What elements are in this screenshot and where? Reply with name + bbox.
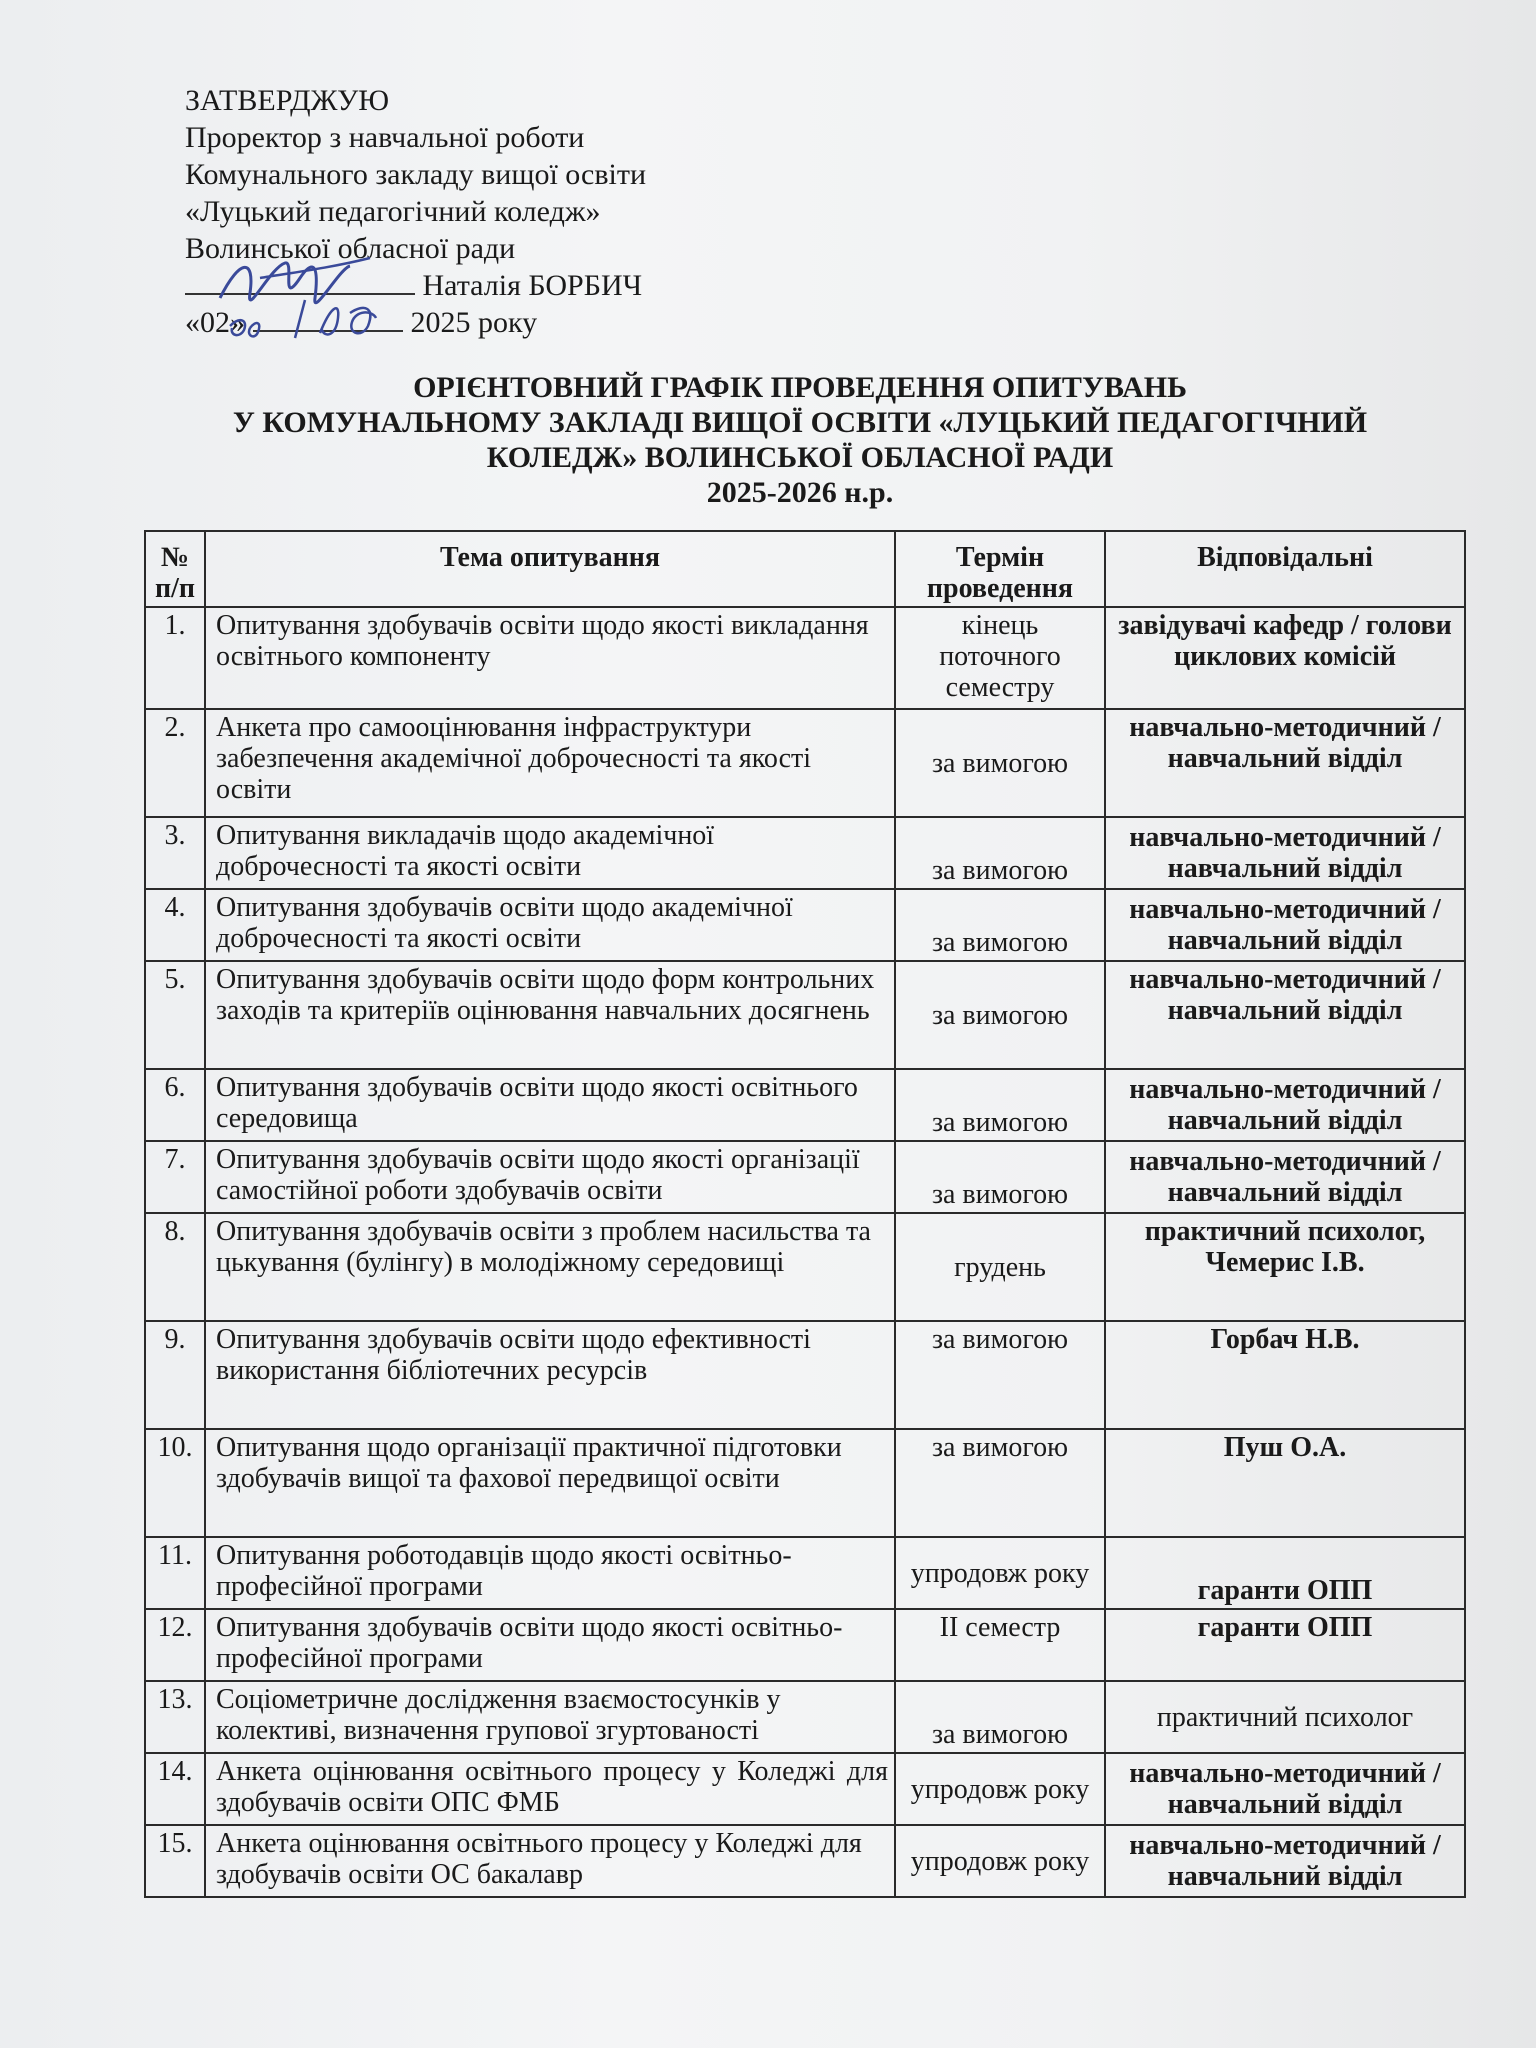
row-topic: Опитування здобувачів освіти щодо якості організації самостійної роботи здобувачів освіти bbox=[205, 1141, 895, 1213]
row-topic: Соціометричне дослідження взаємостосунків у колективі, визначення групової згуртованості bbox=[205, 1681, 895, 1753]
row-responsible: навчально-методичний / навчальний відділ bbox=[1105, 1141, 1465, 1213]
row-num: 8. bbox=[145, 1213, 205, 1321]
row-topic: Опитування щодо організації практичної підготовки здобувачів вищої та фахової передвищої освіти bbox=[205, 1429, 895, 1537]
table-row bbox=[145, 1753, 1465, 1825]
row-responsible: практичний психолог, Чемерис І.В. bbox=[1105, 1213, 1465, 1321]
signatory-name: Наталія БОРБИЧ bbox=[422, 269, 643, 302]
header-num: № п/п bbox=[145, 531, 205, 607]
row-term: за вимогою bbox=[895, 709, 1105, 817]
table-row bbox=[145, 1681, 1465, 1753]
academic-year: 2025-2026 н.р. bbox=[706, 476, 894, 509]
table-row bbox=[145, 1537, 1465, 1609]
row-num: 2. bbox=[145, 709, 205, 817]
header-topic: Тема опитування bbox=[205, 531, 895, 607]
row-term: за вимогою bbox=[895, 1429, 1105, 1537]
row-topic: Опитування здобувачів освіти щодо якості освітньо-професійної програми bbox=[205, 1609, 895, 1681]
approver-college: «Луцький педагогічний коледж» bbox=[185, 195, 601, 228]
row-term: за вимогою bbox=[895, 889, 1105, 961]
row-term: упродовж року bbox=[895, 1753, 1105, 1825]
row-topic: Анкета оцінювання освітнього процесу у Коледжі для здобувачів освіти ОС бакалавр bbox=[205, 1825, 895, 1897]
row-num: 10. bbox=[145, 1429, 205, 1537]
row-responsible: навчально-методичний / навчальний відділ bbox=[1105, 709, 1465, 817]
row-num: 9. bbox=[145, 1321, 205, 1429]
row-responsible: навчально-методичний / навчальний відділ bbox=[1105, 961, 1465, 1069]
title-line-3: КОЛЕДЖ» ВОЛИНСЬКОЇ ОБЛАСНОЇ РАДИ bbox=[486, 441, 1114, 474]
row-responsible: навчально-методичний / навчальний відділ bbox=[1105, 889, 1465, 961]
table-row bbox=[145, 1213, 1465, 1321]
table-row bbox=[145, 1321, 1465, 1429]
header-term: Термін проведення bbox=[895, 531, 1105, 607]
row-num: 11. bbox=[145, 1537, 205, 1609]
row-topic: Опитування здобувачів освіти щодо академічної доброчесності та якості освіти bbox=[205, 889, 895, 961]
row-term: кінець поточного семестру bbox=[895, 607, 1105, 709]
row-term: за вимогою bbox=[895, 817, 1105, 889]
row-num: 7. bbox=[145, 1141, 205, 1213]
row-term: за вимогою bbox=[895, 961, 1105, 1069]
row-num: 14. bbox=[145, 1753, 205, 1825]
row-topic: Опитування здобувачів освіти щодо ефективності використання бібліотечних ресурсів bbox=[205, 1321, 895, 1429]
row-term: ІІ семестр bbox=[895, 1609, 1105, 1681]
handwritten-signature bbox=[200, 238, 440, 348]
row-responsible: гаранти ОПП bbox=[1105, 1537, 1465, 1609]
row-num: 1. bbox=[145, 607, 205, 709]
date-year: 2025 року bbox=[410, 306, 538, 339]
row-topic: Опитування здобувачів освіти щодо форм контрольних заходів та критеріїв оцінювання навчальних досягнень bbox=[205, 961, 895, 1069]
row-responsible: навчально-методичний / навчальний відділ bbox=[1105, 1069, 1465, 1141]
row-topic: Опитування роботодавців щодо якості освітньо-професійної програми bbox=[205, 1537, 895, 1609]
table-row bbox=[145, 1141, 1465, 1213]
row-num: 13. bbox=[145, 1681, 205, 1753]
approver-position: Проректор з навчальної роботи bbox=[185, 121, 585, 154]
row-num: 15. bbox=[145, 1825, 205, 1897]
row-term: за вимогою bbox=[895, 1681, 1105, 1753]
table-row bbox=[145, 709, 1465, 817]
row-num: 6. bbox=[145, 1069, 205, 1141]
row-topic: Анкета оцінювання освітнього процесу у Коледжі для здобувачів освіти ОПС ФМБ bbox=[205, 1753, 895, 1825]
row-term: за вимогою bbox=[895, 1321, 1105, 1429]
row-responsible: Горбач Н.В. bbox=[1105, 1321, 1465, 1429]
row-term: за вимогою bbox=[895, 1069, 1105, 1141]
row-topic: Опитування викладачів щодо академічної доброчесності та якості освіти bbox=[205, 817, 895, 889]
table-row bbox=[145, 1429, 1465, 1537]
table-row bbox=[145, 1825, 1465, 1897]
row-term: грудень bbox=[895, 1213, 1105, 1321]
table-row bbox=[145, 889, 1465, 961]
row-responsible: навчально-методичний / навчальний відділ bbox=[1105, 1753, 1465, 1825]
row-term: за вимогою bbox=[895, 1141, 1105, 1213]
row-responsible: навчально-методичний / навчальний відділ bbox=[1105, 817, 1465, 889]
row-responsible: гаранти ОПП bbox=[1105, 1609, 1465, 1681]
approval-stamp: ЗАТВЕРДЖУЮ bbox=[185, 84, 390, 117]
table-row bbox=[145, 607, 1465, 709]
table-row bbox=[145, 817, 1465, 889]
approver-council: Волинської обласної ради bbox=[185, 232, 516, 265]
row-topic: Опитування здобувачів освіти щодо якості освітнього середовища bbox=[205, 1069, 895, 1141]
title-line-2: У КОМУНАЛЬНОМУ ЗАКЛАДІ ВИЩОЇ ОСВІТИ «ЛУЦЬКИЙ ПЕДАГОГІЧНИЙ bbox=[232, 406, 1368, 439]
row-term: упродовж року bbox=[895, 1825, 1105, 1897]
row-num: 5. bbox=[145, 961, 205, 1069]
row-responsible: Пуш О.А. bbox=[1105, 1429, 1465, 1537]
row-num: 4. bbox=[145, 889, 205, 961]
row-responsible: завідувачі кафедр / голови циклових комісій bbox=[1105, 607, 1465, 709]
table-row bbox=[145, 961, 1465, 1069]
table-header-row bbox=[145, 531, 1465, 607]
header-responsible: Відповідальні bbox=[1105, 531, 1465, 607]
survey-schedule-table bbox=[144, 530, 1466, 1898]
table-row bbox=[145, 1609, 1465, 1681]
row-num: 3. bbox=[145, 817, 205, 889]
document-title bbox=[160, 370, 1440, 510]
row-responsible: практичний психолог bbox=[1105, 1681, 1465, 1753]
table-row bbox=[145, 1069, 1465, 1141]
row-num: 12. bbox=[145, 1609, 205, 1681]
row-responsible: навчально-методичний / навчальний відділ bbox=[1105, 1825, 1465, 1897]
row-topic: Опитування здобувачів освіти з проблем насильства та цькування (булінгу) в молодіжному середовищі bbox=[205, 1213, 895, 1321]
title-line-1: ОРІЄНТОВНИЙ ГРАФІК ПРОВЕДЕННЯ ОПИТУВАНЬ bbox=[413, 371, 1187, 404]
row-term: упродовж року bbox=[895, 1537, 1105, 1609]
date-day: «02» bbox=[185, 306, 245, 339]
row-topic: Опитування здобувачів освіти щодо якості викладання освітнього компоненту bbox=[205, 607, 895, 709]
approver-institution: Комунального закладу вищої освіти bbox=[185, 158, 647, 191]
row-topic: Анкета про самооцінювання інфраструктури забезпечення академічної доброчесності та якості освіти bbox=[205, 709, 895, 817]
